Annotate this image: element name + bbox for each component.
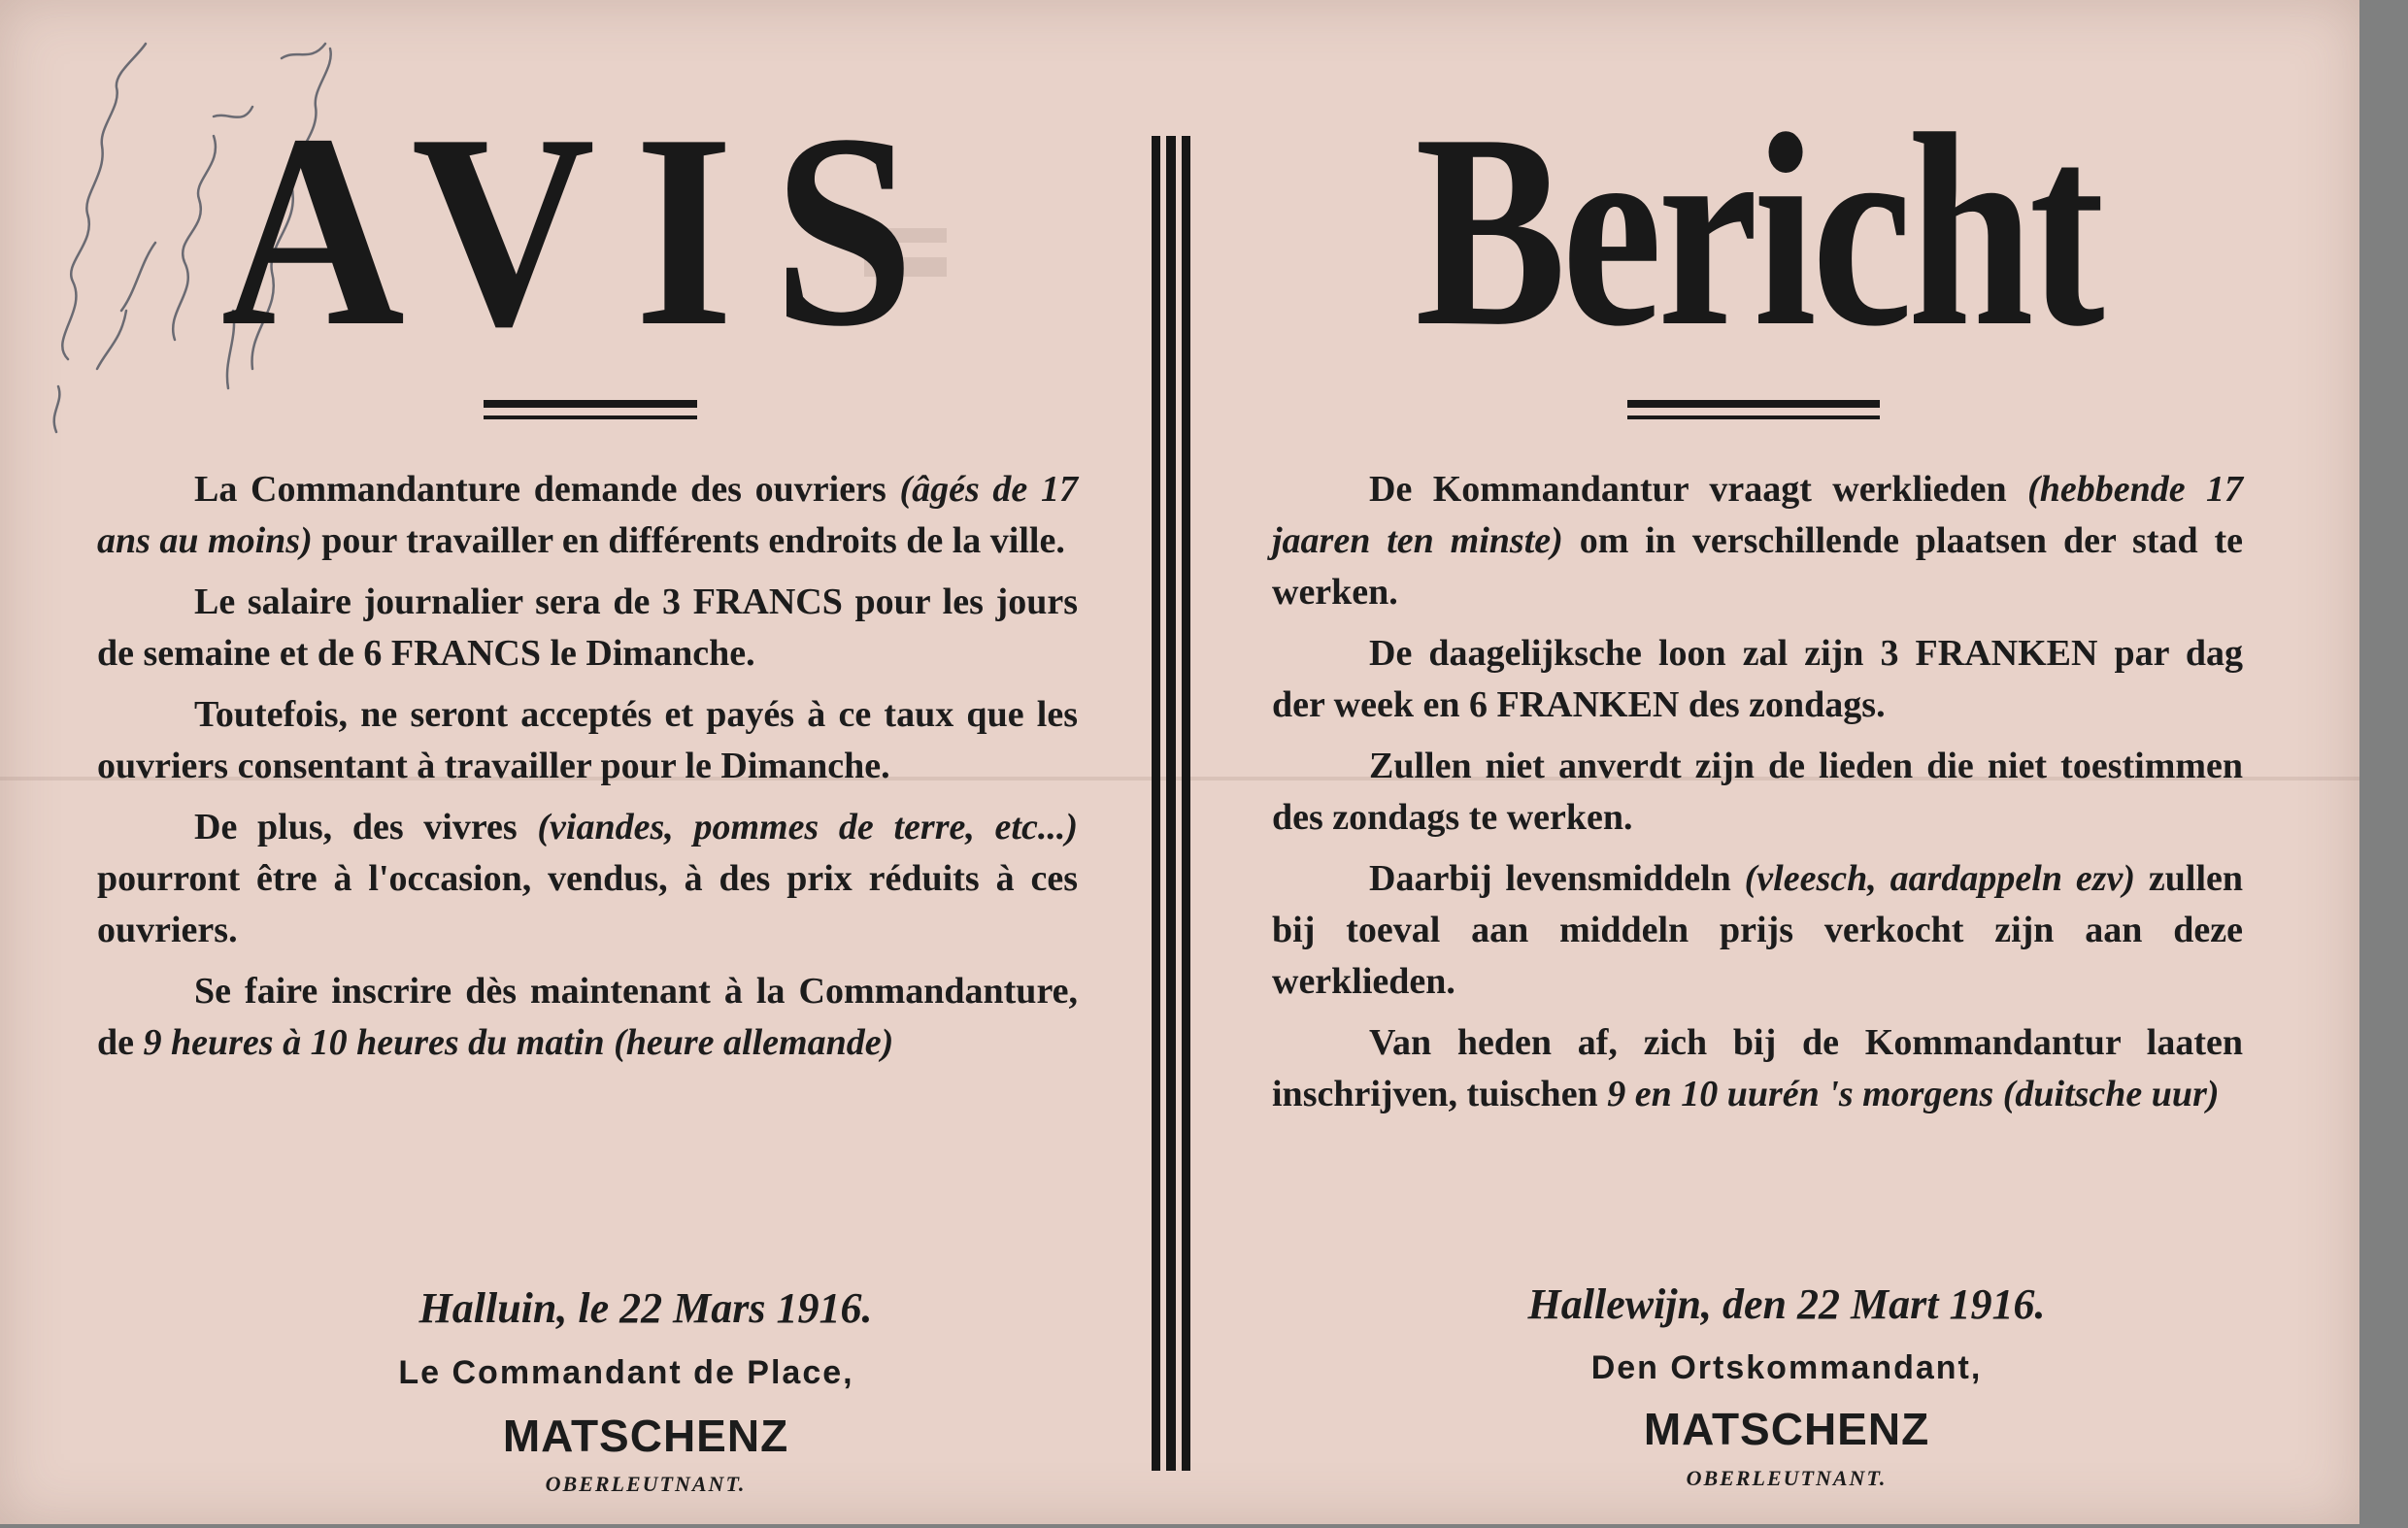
text-run: Daarbij levensmiddeln [1369,858,1745,899]
french-column [97,0,1078,1524]
italic-text-run: 9 heures à 10 heures du matin (heure allemande) [143,1022,894,1063]
body-paragraph [97,966,1078,1069]
french-headline: AVIS [220,77,954,383]
text-run: Le salaire journalier sera de 3 FRANCS pour les jours de semaine et de 6 FRANCS le Dimanche. [97,581,1078,674]
text-run: Toutefois, ne seront acceptés et payés à ce taux que les ouvriers consentant à travailler pour le Dimanche. [97,694,1078,786]
dutch-headline-rule [1627,400,1880,419]
text-run: Van heden af, zich bij de Kommandantur laaten inschrijven, tuischen [1272,1022,2243,1114]
divider-bar-middle [1166,136,1176,1471]
column-divider [1152,136,1192,1471]
dutch-signatory-name: MATSCHENZ [1643,1404,1930,1454]
body-paragraph [1272,1017,2243,1120]
body-paragraph [1272,741,2243,844]
text-run: De daagelijksche loon zal zijn 3 FRANKEN par dag der week en 6 FRANKEN des zondags. [1272,633,2243,725]
text-run: zullen bij toeval aan middeln prijs verkocht zijn aan deze werklieden. [1272,858,2243,1002]
body-paragraph [1272,464,2243,618]
body-paragraph [1272,628,2243,731]
divider-bar-right [1182,136,1190,1471]
italic-text-run: (hebbende 17 jaaren ten minste) [1272,469,2243,561]
french-signatory-rank: Le Commandant de Place, [398,1354,854,1391]
french-signatory-name: MATSCHENZ [502,1411,789,1461]
dutch-column [1272,0,2243,1524]
italic-text-run: (viandes, pommes de terre, etc...) [537,807,1078,847]
body-paragraph [97,577,1078,680]
text-run: De Kommandantur vraagt werklieden [1369,469,2028,510]
italic-text-run: (vleesch, aardappeln ezv) [1744,858,2136,899]
dutch-headline: Bericht [1415,77,2100,383]
body-paragraph [97,802,1078,956]
text-run: Zullen niet anverdt zijn de lieden die niet toestimmen des zondags te werken. [1272,746,2243,838]
body-paragraph [1272,853,2243,1008]
dutch-body [1272,464,2243,1130]
body-paragraph [97,464,1078,567]
text-run: pour travailler en différents endroits de la ville. [312,520,1065,561]
divider-bar-left [1152,136,1160,1471]
dutch-place-date: Hallewijn, den 22 Mart 1916. [1527,1280,2046,1328]
french-body [97,464,1078,1079]
text-run: La Commandanture demande des ouvriers [194,469,900,510]
french-signatory-title: OBERLEUTNANT. [545,1472,747,1496]
italic-text-run: 9 en 10 uurén 's morgens (duitsche uur) [1607,1074,2220,1114]
french-headline-rule [484,400,697,419]
text-run: pourront être à l'occasion, vendus, à des prix réduits à ces ouvriers. [97,858,1078,950]
italic-text-run: (âgés de 17 ans au moins) [97,469,1078,561]
dutch-signatory-title: OBERLEUTNANT. [1686,1466,1888,1490]
body-paragraph [97,689,1078,792]
dutch-signatory-rank: Den Ortskommandant, [1590,1349,1983,1386]
text-run: De plus, des vivres [194,807,538,847]
french-place-date: Halluin, le 22 Mars 1916. [418,1284,873,1332]
text-run: om in verschillende plaatsen der stad te werken. [1272,520,2243,613]
text-run: Se faire inscrire dès maintenant à la Commandanture, de [97,971,1078,1063]
